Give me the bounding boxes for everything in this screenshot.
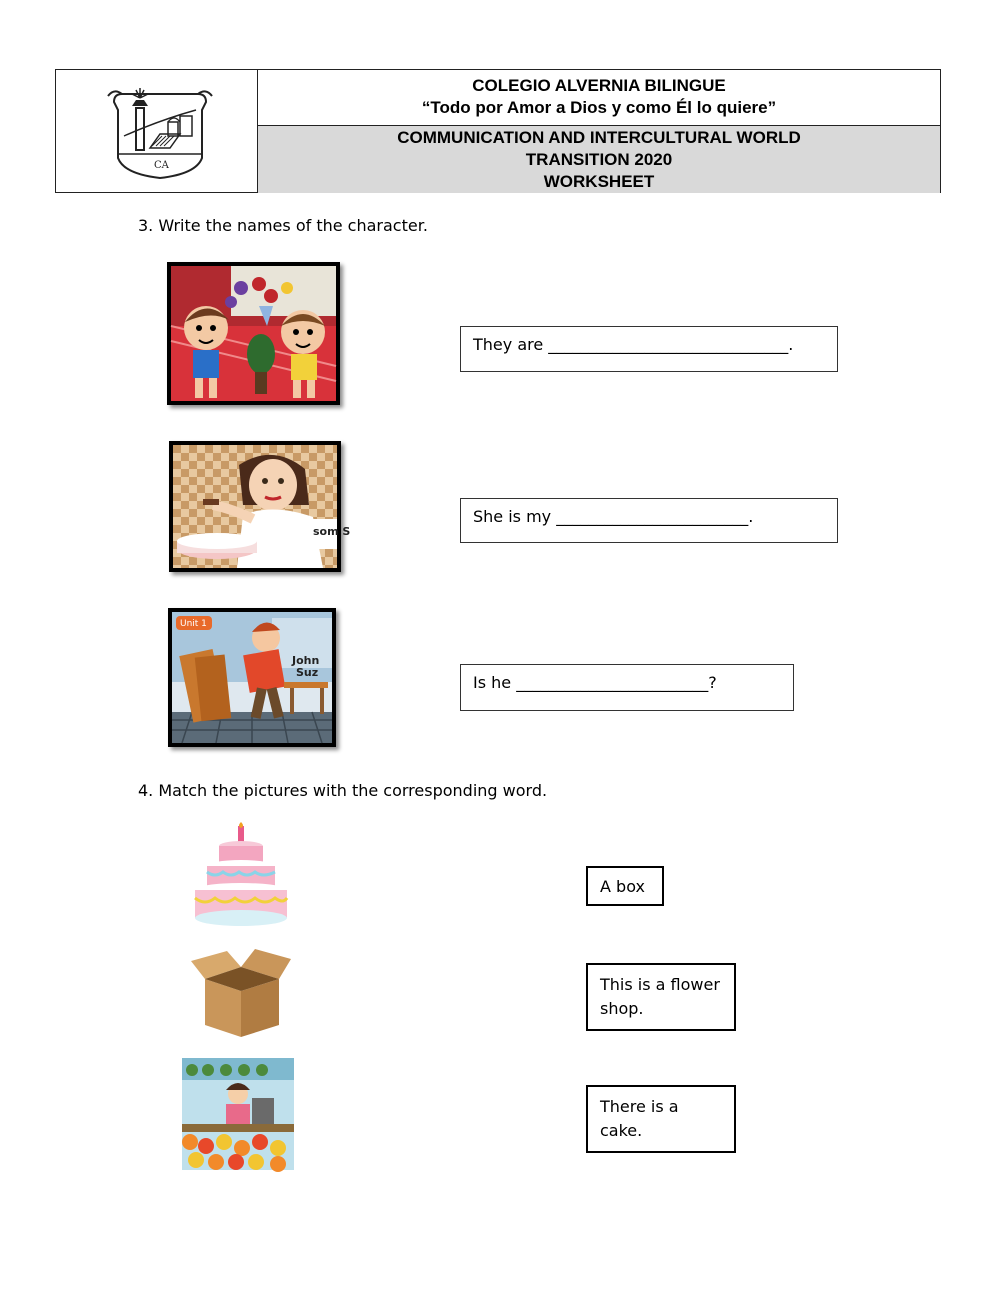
school-logo-cell: [56, 70, 258, 192]
school-name-cell: [258, 70, 940, 126]
woman-cutting-cake-image: [169, 441, 351, 572]
word-box-a-box[interactable]: [586, 866, 664, 906]
subject-cell: [258, 126, 940, 193]
sentence-she-is-my: She is my ________________________.: [473, 507, 754, 526]
grade-year: TRANSITION 2020: [525, 150, 673, 169]
document-type: WORKSHEET: [543, 172, 655, 191]
school-motto: “Todo por Amor a Dios y como Él lo quiere”: [421, 98, 777, 117]
pic3-caption-line2: Suz: [296, 666, 319, 679]
sentence-box-she-is-my[interactable]: [460, 498, 838, 543]
exercise-3-instruction: 3. Write the names of the character.: [138, 216, 428, 235]
svg-text:CA: CA: [154, 160, 169, 171]
word-flower-shop: This is a flower shop.: [600, 975, 720, 1018]
word-cake: There is a cake.: [600, 1097, 679, 1140]
sentence-box-they-are[interactable]: [460, 326, 838, 372]
flower-shop-image[interactable]: [182, 1058, 294, 1170]
word-box-flower-shop[interactable]: [586, 963, 736, 1031]
sentence-is-he: Is he ________________________?: [473, 673, 717, 692]
worksheet-header: [55, 69, 941, 193]
man-carrying-wood-image: [168, 608, 336, 747]
birthday-cake-image[interactable]: [193, 822, 291, 928]
school-name: COLEGIO ALVERNIA BILINGUE: [472, 76, 726, 95]
cardboard-box-image[interactable]: [191, 947, 291, 1039]
exercise-4-instruction: 4. Match the pictures with the corresponding word.: [138, 781, 548, 800]
pic2-caption: som S: [313, 525, 351, 538]
word-a-box: A box: [600, 877, 645, 896]
pic3-caption-line1: John: [292, 654, 320, 667]
sentence-they-are: They are ______________________________.: [473, 335, 794, 354]
sentence-box-is-he[interactable]: [460, 664, 794, 711]
school-crest-logo: [56, 70, 258, 192]
two-boys-cartoon-image: [167, 262, 340, 405]
pic3-unit-badge: Unit 1: [180, 619, 207, 629]
word-box-cake[interactable]: [586, 1085, 736, 1153]
subject-title: COMMUNICATION AND INTERCULTURAL WORLD: [397, 128, 801, 147]
